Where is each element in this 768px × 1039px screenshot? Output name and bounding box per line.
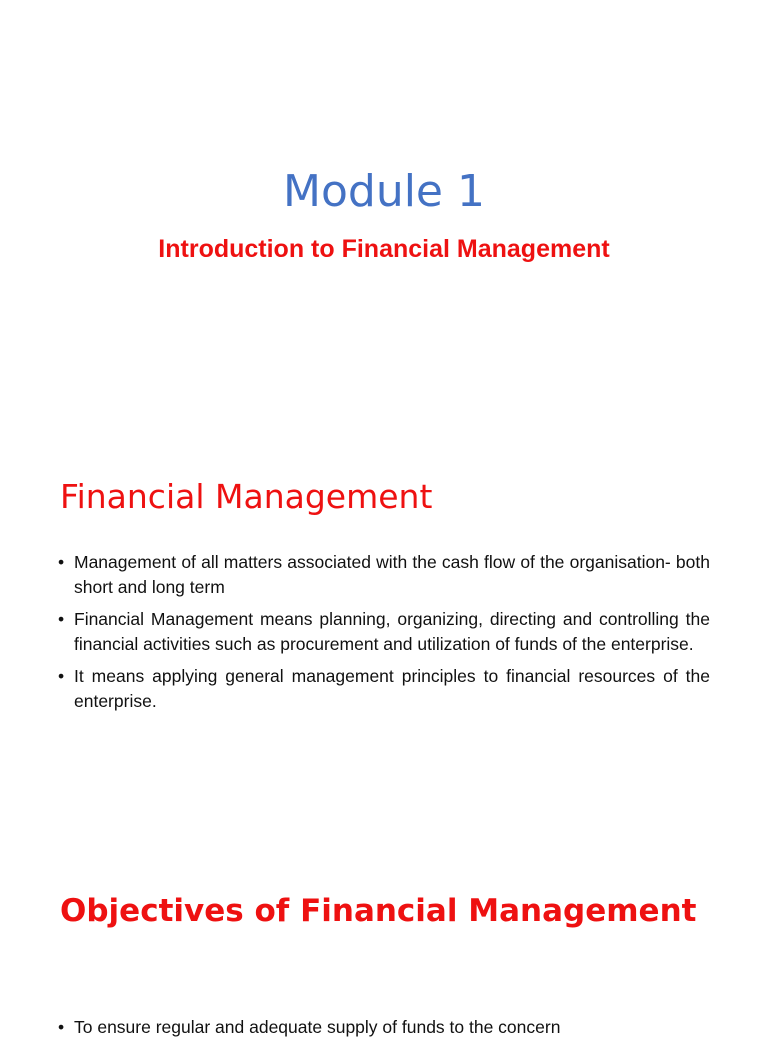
objectives-title: Objectives of Financial Management [60,893,697,929]
module-subtitle: Introduction to Financial Management [158,235,610,263]
bullet-dot-icon: • [58,666,65,686]
bullet-list [58,550,710,721]
bullet-text: To ensure regular and adequate supply of funds to the concern [74,1017,561,1037]
bullet-dot-icon: • [58,552,65,572]
list-item [58,1015,710,1039]
slide-financial-management [0,432,768,864]
list-item [58,607,710,656]
section-title: Financial Management [60,477,433,516]
bullet-text: Management of all matters associated with the cash flow of the organisation- both short and long term [74,552,710,597]
bullet-dot-icon: • [58,1017,65,1037]
module-title: Module 1 [283,166,485,217]
slide-module-title [0,0,768,432]
bullet-text: Financial Management means planning, organizing, directing and controlling the financial activities such as procurement and utilization of funds of the enterprise. [74,609,710,654]
bullet-text: It means applying general management principles to financial resources of the enterprise. [74,666,710,711]
list-item [58,550,710,599]
list-item [58,664,710,713]
bullet-dot-icon: • [58,609,65,629]
slide-objectives [0,864,768,1037]
